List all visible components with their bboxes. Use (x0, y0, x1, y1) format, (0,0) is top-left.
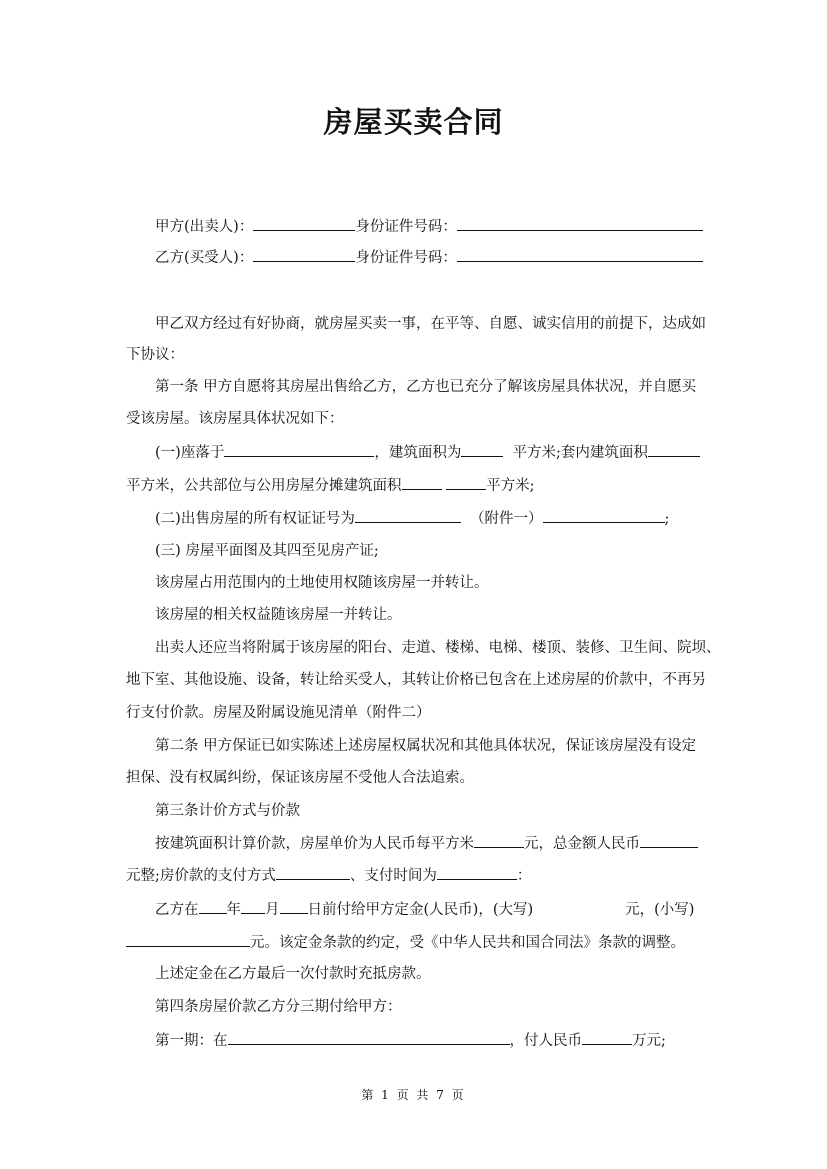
seller-line (155, 216, 705, 237)
price-line-2-end: ： (516, 868, 532, 884)
buyer-id-label: 身份证件号码： (355, 250, 457, 266)
buyer-line (155, 247, 705, 268)
item-2-line (155, 508, 705, 529)
intro-line-2: 下协议： (126, 347, 184, 363)
month-label: 月 (265, 902, 280, 918)
shared-area-blank-1 (402, 475, 442, 490)
rights-line: 该房屋的相关权益随该房屋一并转让。 (155, 607, 402, 623)
article-1-line-2: 受该房屋。该房屋具体状况如下： (126, 411, 344, 427)
phase-1-line (155, 1030, 705, 1051)
intro-line-1: 甲乙双方经过有好协商，就房屋买卖一事，在平等、自愿、诚实信用的前提下，达成如 (155, 316, 706, 332)
deposit-label: 乙方在 (155, 902, 199, 918)
article-4-heading: 第四条房屋价款乙方分三期付给甲方： (155, 999, 402, 1015)
buyer-name-blank (253, 247, 355, 262)
day-blank (280, 899, 308, 914)
payment-method-blank (276, 865, 350, 880)
article-1-line-1: 第一条 甲方自愿将其房屋出售给乙方，乙方也已充分了解该房屋具体状况，并自愿买 (155, 379, 697, 395)
year-label: 年 (226, 902, 241, 918)
certificate-blank (355, 508, 461, 523)
phase-1-amount-blank (582, 1030, 632, 1045)
deposit-clause: 元。该定金条款的约定，受《中华人民共和国合同法》条款的调整。 (250, 935, 685, 951)
article-3-heading: 第三条计价方式与价款 (155, 803, 300, 819)
seller-id-blank (457, 216, 703, 231)
deposit-lowercase-blank (126, 932, 250, 947)
total-label: 元，总金额人民币 (524, 836, 640, 852)
item-2-end: ; (664, 511, 670, 527)
seller-label: 甲方(出卖人)： (155, 219, 254, 235)
phase-1-time-blank (228, 1030, 510, 1045)
unit-price-blank (474, 833, 524, 848)
area-blank (461, 442, 503, 457)
seller-name-blank (253, 216, 355, 231)
deposit-line-1 (155, 899, 705, 920)
deposit-uppercase-label: 日前付给甲方定金(人民币)，(大写) (307, 902, 534, 918)
annex-1-blank (543, 508, 665, 523)
article-2-line-2: 担保、没有权属纠纷，保证该房屋不受他人合法追索。 (126, 770, 474, 786)
page-footer: 第 1 页 共 7 页 (361, 1088, 466, 1102)
inner-area-label: 平方米;套内建筑面积 (512, 445, 648, 461)
inner-area-blank (648, 442, 700, 457)
location-blank (224, 442, 374, 457)
area-label: ，建筑面积为 (374, 445, 462, 461)
year-blank (199, 899, 227, 914)
total-blank (640, 833, 698, 848)
deposit-line-2 (126, 932, 706, 953)
price-line-1 (155, 833, 705, 854)
seller-id-label: 身份证件号码： (355, 219, 457, 235)
phase-1-amount-label: ，付人民币 (509, 1033, 582, 1049)
article-2-line-1: 第二条 甲方保证已如实陈述上述房屋权属状况和其他具体状况，保证该房屋没有设定 (155, 738, 697, 754)
phase-1-label: 第一期：在 (155, 1033, 228, 1049)
deposit-line-3: 上述定金在乙方最后一次付款时充抵房款。 (155, 966, 431, 982)
land-line: 该房屋占用范围内的土地使用权随该房屋一并转让。 (155, 575, 489, 591)
payment-method-label: 元整;房价款的支付方式 (126, 868, 276, 884)
buyer-id-blank (457, 247, 703, 262)
unit-price-label: 按建筑面积计算价款，房屋单价为人民币每平方米 (155, 836, 474, 852)
item-1-line-2 (126, 475, 706, 496)
annex-1-label: （附件一） (470, 511, 543, 527)
fixtures-line-1: 出卖人还应当将附属于该房屋的阳台、走道、楼梯、电梯、楼顶、装修、卫生间、院坝、 (155, 640, 721, 656)
shared-area-label: 平方米，公共部位与公用房屋分摊建筑面积 (126, 478, 402, 494)
phase-1-unit: 万元; (632, 1033, 666, 1049)
buyer-label: 乙方(买受人)： (155, 250, 254, 266)
item-1-location-label: (一)座落于 (155, 445, 225, 461)
certificate-label: (二)出售房屋的所有权证证号为 (155, 511, 355, 527)
month-blank (241, 899, 265, 914)
item-1-line-1 (155, 442, 705, 463)
shared-area-unit: 平方米; (486, 478, 535, 494)
fixtures-line-3: 行支付价款。房屋及附属设施见清单（附件二） (126, 705, 431, 721)
document-title: 房屋买卖合同 (323, 105, 504, 139)
payment-time-blank (437, 865, 517, 880)
price-line-2 (126, 865, 706, 886)
fixtures-line-2: 地下室、其他设施、设备，转让给买受人，其转让价格已包含在上述房屋的价款中，不再另 (126, 672, 706, 688)
item-3-line: (三) 房屋平面图及其四至见房产证; (155, 543, 379, 559)
deposit-lowercase-label: 元，(小写) (625, 902, 695, 918)
payment-time-label: 、支付时间为 (349, 868, 437, 884)
shared-area-blank-2 (446, 475, 486, 490)
